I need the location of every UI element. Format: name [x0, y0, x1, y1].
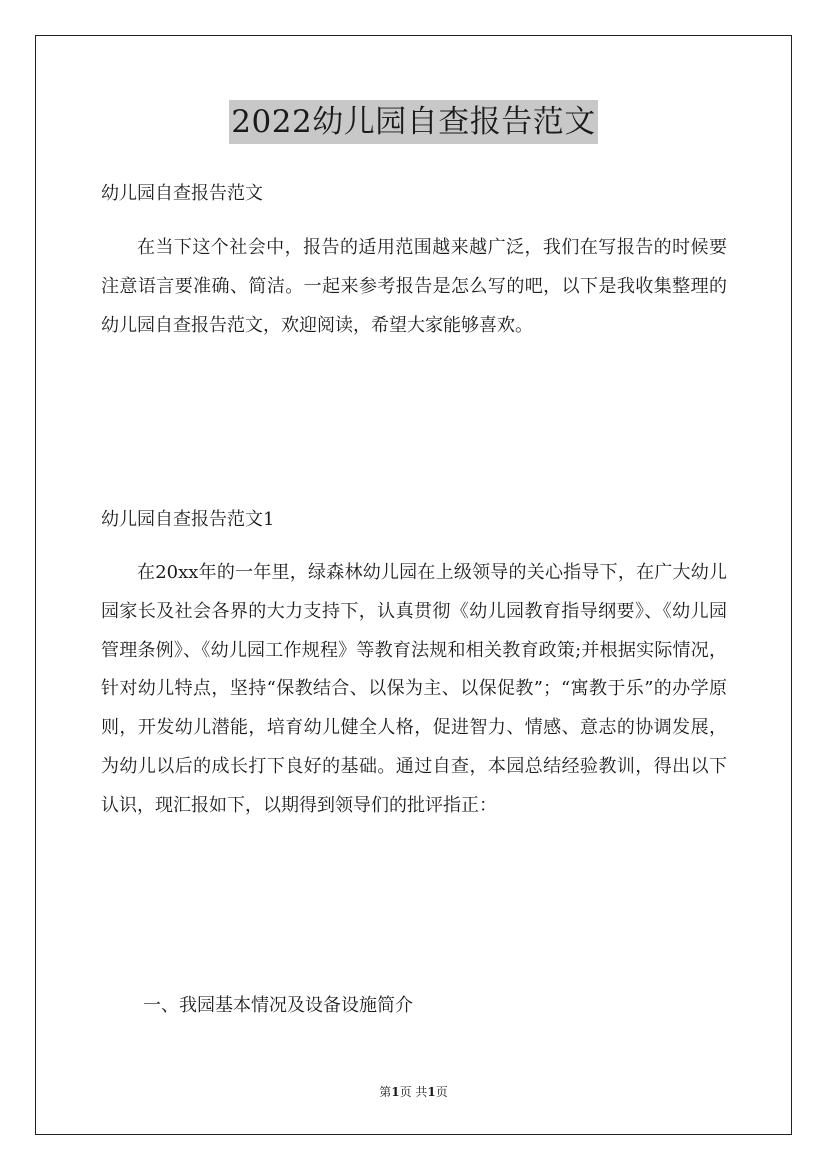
footer-page-number: 1	[391, 1085, 400, 1099]
subsection-heading: 一、我园基本情况及设备设施简介	[143, 995, 413, 1016]
footer-suffix: 页	[435, 1085, 448, 1099]
section-heading: 幼儿园自查报告范文1	[101, 509, 275, 530]
document-title: 2022幼儿园自查报告范文	[229, 100, 597, 144]
footer-prefix: 第	[379, 1085, 392, 1099]
intro-heading: 幼儿园自查报告范文	[101, 183, 263, 204]
footer-mid: 页 共	[399, 1085, 428, 1099]
section-paragraph: 在20xx年的一年里，绿森林幼儿园在上级领导的关心指导下，在广大幼儿园家长及社会各界的大力支持下，认真贯彻《幼儿园教育指导纲要》、《幼儿园管理条例》、《幼儿园工作规程》等教育法规和相关教育政策;并根据实际情况，针对幼儿特点，坚持“保教结合、以保为主、以保促教”；“寓教于乐”的办学原则，开发幼儿潜能，培育幼儿健全人格，促进智力、情感、意志的协调发展，为幼儿以后的成长打下良好的基础。通过自查，本园总结经验教训，得出以下认识，现汇报如下，以期得到领导们的批评指正：	[101, 562, 727, 816]
intro-paragraph: 在当下这个社会中，报告的适用范围越来越广泛，我们在写报告的时候要注意语言要准确、简洁。一起来参考报告是怎么写的吧，以下是我收集整理的幼儿园自查报告范文，欢迎阅读，希望大家能够喜欢。	[101, 237, 727, 336]
title-container	[0, 100, 827, 144]
footer-total-pages: 1	[427, 1085, 436, 1099]
page-footer	[0, 1084, 827, 1100]
